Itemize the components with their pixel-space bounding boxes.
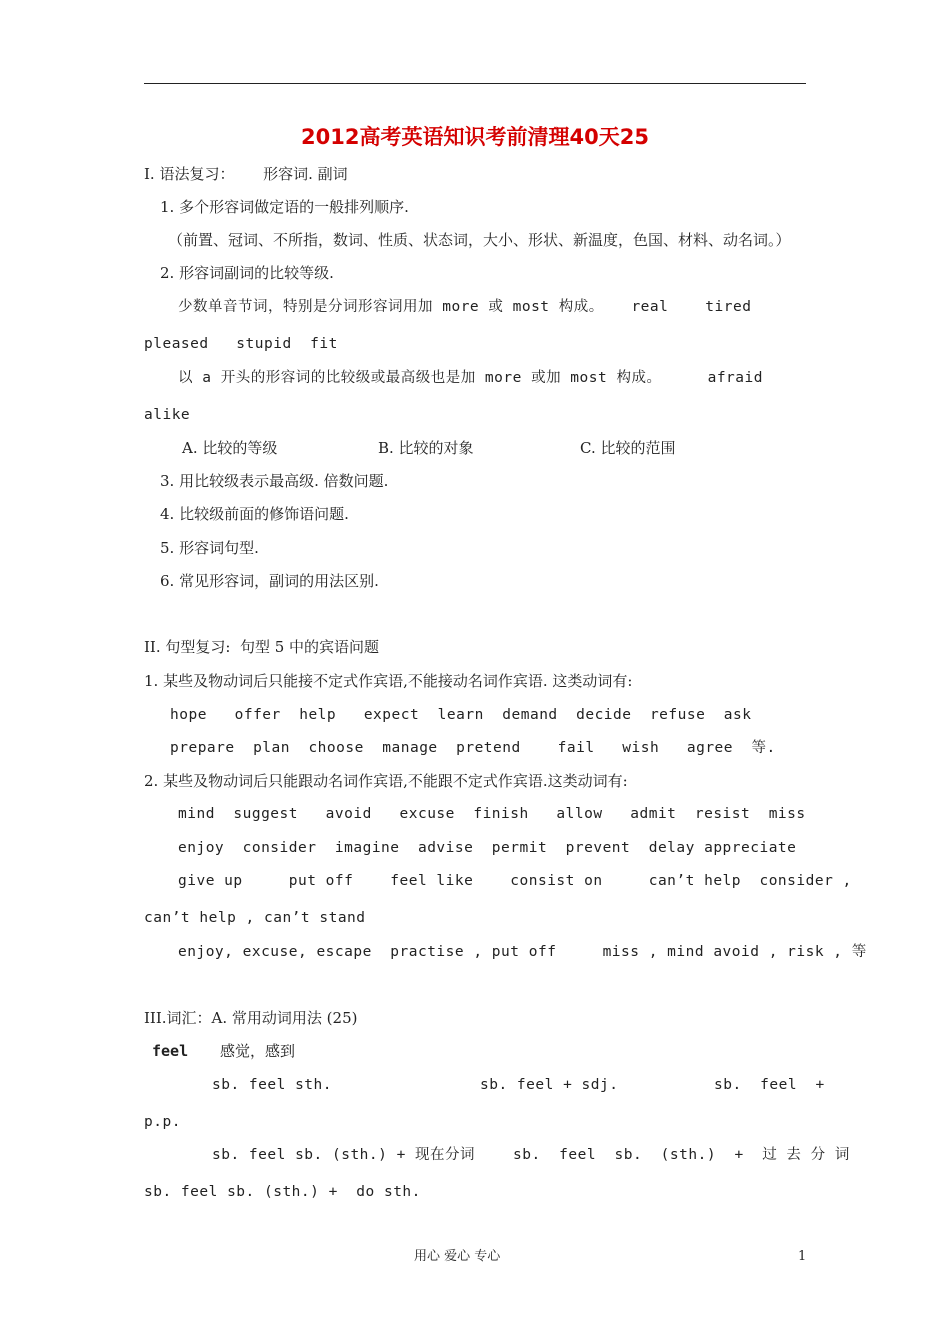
section-1-item-4: 4. 比较级前面的修饰语问题. xyxy=(160,505,349,523)
usage-pattern-1: sb. feel sth. xyxy=(212,1077,332,1093)
section-1-item-1-note: （前置、冠词、不所指，数词、性质、状态词，大小、形状、新温度，色国、材料、动名词。） xyxy=(168,231,791,249)
section-2-para-2-verbs-2: enjoy consider imagine advise permit prevent delay appreciate xyxy=(178,840,797,856)
usage-pattern-3-cont: p.p. xyxy=(144,1114,181,1130)
section-2-para-2-verbs-3: give up put off feel like consist on can’t help consider , xyxy=(178,873,852,889)
section-1-item-3: 3. 用比较级表示最高级. 倍数问题. xyxy=(160,472,389,490)
section-1-option-c: C. 比较的范围 xyxy=(580,439,676,457)
usage-pattern-4: sb. feel sb. (sth.) + 现在分词 xyxy=(212,1147,476,1163)
page-title: 2012高考英语知识考前清理40天25 xyxy=(301,125,649,149)
page-number: 1 xyxy=(798,1249,807,1264)
section-2-para-1: 1. 某些及物动词后只能接不定式作宾语,不能接动名词作宾语. 这类动词有: xyxy=(144,672,633,690)
section-2-para-1-verbs-1: hope offer help expect learn demand decide refuse ask xyxy=(170,707,752,723)
section-2-para-1-verbs-2: prepare plan choose manage pretend fail wish agree 等. xyxy=(170,740,776,756)
section-3-heading: III.词汇：A. 常用动词用法 (25) xyxy=(144,1009,358,1027)
footer-motto: 用心 爱心 专心 xyxy=(414,1249,501,1264)
vocab-word: feel xyxy=(152,1042,189,1060)
usage-pattern-6: sb. feel sb. (sth.) + do sth. xyxy=(144,1184,421,1200)
section-2-para-2-verbs-4: can’t help , can’t stand xyxy=(144,910,366,926)
section-1-para-2-line-1: 以 a 开头的形容词的比较级或最高级也是加 more 或加 most 构成。 afraid xyxy=(178,370,763,386)
usage-pattern-5: sb. feel sb. (sth.) + 过 去 分 词 xyxy=(513,1147,850,1163)
usage-pattern-3: sb. feel + xyxy=(714,1077,825,1093)
section-2-para-2: 2. 某些及物动词后只能跟动名词作宾语,不能跟不定式作宾语.这类动词有: xyxy=(144,772,628,790)
usage-pattern-2: sb. feel + sdj. xyxy=(480,1077,619,1093)
vocab-word-meaning: 感觉，感到 xyxy=(220,1042,296,1060)
section-1-heading: I. 语法复习： 形容词. 副词 xyxy=(144,165,348,183)
section-2-para-2-verbs-1: mind suggest avoid excuse finish allow admit resist miss xyxy=(178,806,806,822)
section-1-option-b: B. 比较的对象 xyxy=(378,439,474,457)
section-1-item-2: 2. 形容词副词的比较等级. xyxy=(160,264,334,282)
section-1-option-a: A. 比较的等级 xyxy=(182,439,278,457)
section-1-item-1: 1. 多个形容词做定语的一般排列顺序. xyxy=(160,198,409,216)
section-2-heading: II. 句型复习: 句型 5 中的宾语问题 xyxy=(144,638,380,656)
section-2-para-2-verbs-5: enjoy, excuse, escape practise , put off miss , mind avoid , risk , 等 xyxy=(178,944,867,960)
section-1-para-1-line-2: pleased stupid fit xyxy=(144,336,338,352)
section-1-item-5: 5. 形容词句型. xyxy=(160,539,259,557)
section-1-para-2-line-2: alike xyxy=(144,407,191,423)
header-rule xyxy=(144,83,806,84)
section-1-para-1-line-1: 少数单音节词，特别是分词形容词用加 more 或 most 构成。 real tired xyxy=(178,299,752,315)
section-1-item-6: 6. 常见形容词，副词的用法区别. xyxy=(160,572,379,590)
